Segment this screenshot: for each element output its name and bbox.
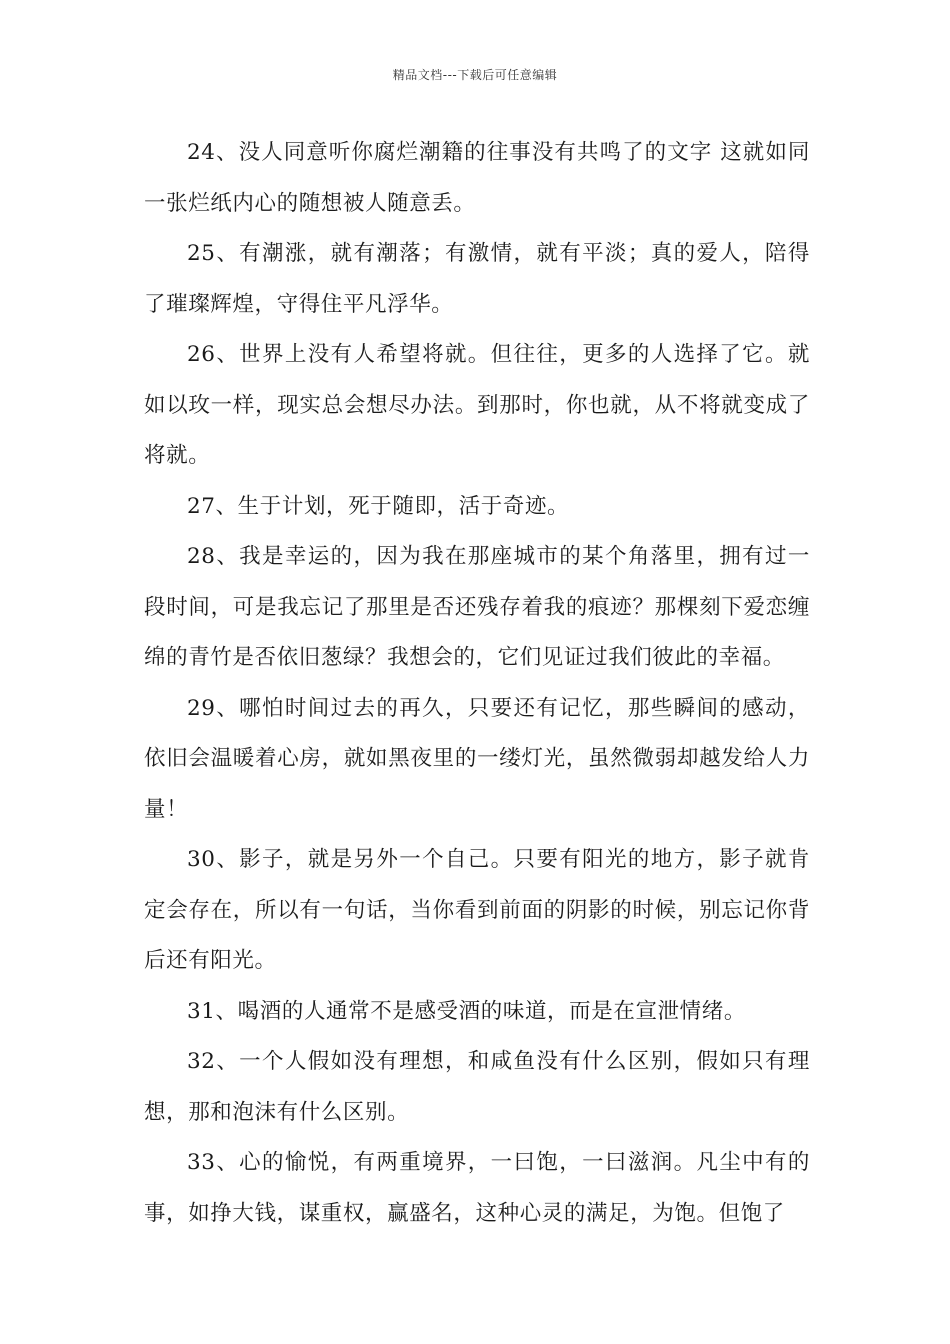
paragraph-27: 27、生于计划，死于随即，活于奇迹。 xyxy=(187,493,570,519)
paragraph-30: 30、影子，就是另外一个自己。只要有阳光的地方，影子就肯定会存在，所以有一句话，当你看到前面的阴影的时候，别忘记你背后还有阳光。 xyxy=(144,847,810,973)
page-header: 精品文档---下载后可任意编辑 xyxy=(392,68,558,82)
paragraph-29: 29、哪怕时间过去的再久，只要还有记忆，那些瞬间的感动，依旧会温暖着心房，就如黑夜里的一缕灯光，虽然微弱却越发给人力量！ xyxy=(144,695,810,822)
paragraph-28: 28、我是幸运的，因为我在那座城市的某个角落里，拥有过一段时间，可是我忘记了那里是否还残存着我的痕迹？那棵刻下爱恋缠绵的青竹是否依旧葱绿？我想会的，它们见证过我们彼此的幸福。 xyxy=(144,544,810,670)
paragraph-31: 31、喝酒的人通常不是感受酒的味道，而是在宣泄情绪。 xyxy=(187,998,746,1024)
paragraph-33: 33、心的愉悦，有两重境界，一曰饱，一曰滋润。凡尘中有的事，如挣大钱，谋重权，赢盛名，这种心灵的满足，为饱。但饱了 xyxy=(144,1150,810,1226)
paragraph-32: 32、一个人假如没有理想，和咸鱼没有什么区别，假如只有理想，那和泡沫有什么区别。 xyxy=(144,1049,810,1125)
document-body xyxy=(144,128,810,1239)
paragraph-25: 25、有潮涨，就有潮落；有激情，就有平淡；真的爱人，陪得了璀璨辉煌，守得住平凡浮华。 xyxy=(144,241,810,317)
paragraph-24: 24、没人同意听你腐烂潮籍的往事没有共鸣了的文字 这就如同一张烂纸内心的随想被人随意丢。 xyxy=(144,140,810,216)
paragraph-26: 26、世界上没有人希望将就。但往往，更多的人选择了它。就如以玫一样，现实总会想尽办法。到那时，你也就，从不将就变成了将就。 xyxy=(144,342,810,468)
